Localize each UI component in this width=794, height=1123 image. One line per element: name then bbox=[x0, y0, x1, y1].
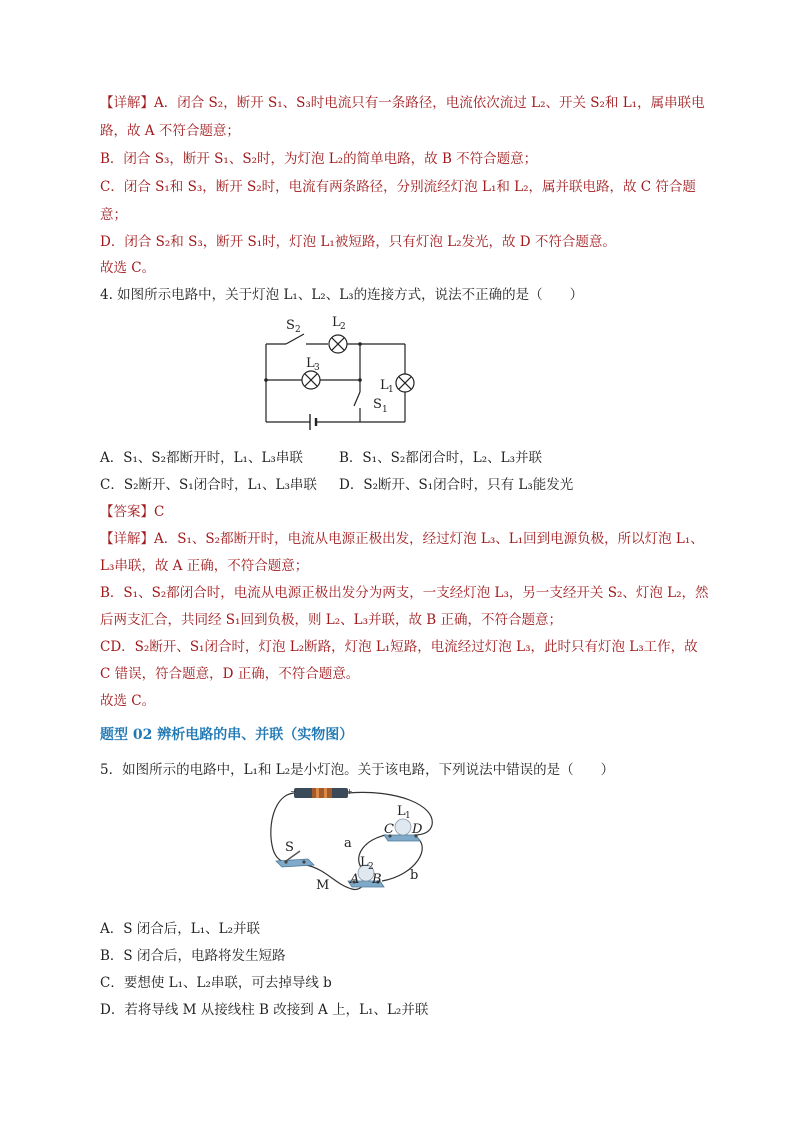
q3-detail-d: D．闭合 S₂和 S₃，断开 S₁时，灯泡 L₁被短路，只有灯泡 L₂发光，故 D 不符合题意。 bbox=[100, 234, 616, 250]
q3-detail-a-line2: 路，故 A 不符合题意； bbox=[100, 123, 240, 139]
q4-answer: 【答案】C bbox=[100, 504, 165, 520]
q4-label-s1-sub: 1 bbox=[382, 405, 388, 415]
q5-label-wire-a: a bbox=[344, 836, 352, 851]
q5-label-a: A bbox=[350, 872, 360, 887]
q5-label-l1-sub: 1 bbox=[405, 811, 411, 821]
q4-option-d: D．S₂断开、S₁闭合时，只有 L₃能发光 bbox=[339, 477, 574, 493]
q4-label-l1-sub: 1 bbox=[388, 385, 394, 395]
bulb-l1-icon bbox=[395, 819, 411, 835]
q5-option-c: C．要想使 L₁、L₂串联，可去掉导线 b bbox=[100, 975, 332, 991]
q5-label-b: B bbox=[372, 872, 382, 887]
q5-label-d: D bbox=[412, 822, 423, 837]
q3-detail-a-line1: 【详解】A．闭合 S₂，断开 S₁、S₃时电流只有一条路径，电流依次流过 L₂、开关 S₂和 L₁，属串联电 bbox=[100, 95, 705, 111]
q5-label-c: C bbox=[384, 822, 394, 837]
q5-label-m: M bbox=[316, 878, 330, 893]
q4-option-c: C．S₂断开、S₁闭合时，L₁、L₃串联 bbox=[100, 477, 317, 493]
q5-label-l2: L bbox=[360, 855, 369, 870]
q4-option-a: A．S₁、S₂都断开时，L₁、L₃串联 bbox=[100, 450, 303, 466]
q3-detail-c-line1: C．闭合 S₁和 S₃，断开 S₂时，电流有两条路径，分别流经灯泡 L₁和 L₂，属并联电路，故 C 符合题 bbox=[100, 179, 696, 195]
q4-detail-line1: 【详解】A．S₁、S₂都断开时，电流从电源正极出发，经过灯泡 L₃、L₁回到电源负极，所以灯泡 L₁、 bbox=[100, 531, 704, 547]
q4-stem: 4. 如图所示电路中，关于灯泡 L₁、L₂、L₃的连接方式，说法不正确的是（ ） bbox=[100, 287, 584, 303]
q5-label-l1: L bbox=[397, 804, 406, 819]
q4-label-l2-sub: 2 bbox=[340, 322, 346, 332]
q4-detail-line6: C 错误，符合题意，D 正确，不符合题意。 bbox=[100, 666, 360, 682]
q4-circuit-diagram bbox=[260, 312, 450, 432]
svg-text:−: − bbox=[290, 787, 297, 796]
q5-option-b: B．S 闭合后，电路将发生短路 bbox=[100, 948, 286, 964]
q4-label-s2: S bbox=[286, 318, 295, 333]
q3-detail-c-line2: 意； bbox=[100, 207, 127, 223]
section-heading: 题型 02 辨析电路的串、并联（实物图） bbox=[100, 727, 354, 743]
q5-label-s: S bbox=[285, 840, 294, 855]
svg-text:+: + bbox=[346, 787, 353, 796]
q4-label-s2-sub: 2 bbox=[295, 325, 301, 335]
q4-option-b: B．S₁、S₂都闭合时，L₂、L₃并联 bbox=[339, 450, 542, 466]
q4-conclusion: 故选 C。 bbox=[100, 693, 156, 709]
q3-detail-b: B．闭合 S₃，断开 S₁、S₂时，为灯泡 L₂的简单电路，故 B 不符合题意； bbox=[100, 151, 538, 167]
q3-conclusion: 故选 C。 bbox=[100, 260, 156, 276]
q5-option-a: A．S 闭合后，L₁、L₂并联 bbox=[100, 921, 261, 937]
q4-label-l3: L bbox=[306, 356, 315, 371]
q5-option-d: D．若将导线 M 从接线柱 B 改接到 A 上，L₁、L₂并联 bbox=[100, 1002, 429, 1018]
q5-label-wire-b: b bbox=[410, 868, 419, 883]
q4-label-l1: L bbox=[380, 378, 389, 393]
q4-detail-line5: CD．S₂断开、S₁闭合时，灯泡 L₂断路，灯泡 L₁短路，电流经过灯泡 L₃，此时只有灯泡 L₃工作，故 bbox=[100, 639, 698, 655]
q4-label-l3-sub: 3 bbox=[314, 363, 320, 373]
q4-detail-line3: B．S₁、S₂都闭合时，电流从电源正极出发分为两支，一支经灯泡 L₃，另一支经开关 S₂、灯泡 L₂，然 bbox=[100, 585, 709, 601]
q4-detail-line4: 后两支汇合，共同经 S₁回到负极，则 L₂、L₃并联，故 B 正确，不符合题意； bbox=[100, 612, 562, 628]
q5-label-l2-sub: 2 bbox=[368, 862, 374, 872]
q4-label-l2: L bbox=[332, 315, 341, 330]
q5-physical-circuit-diagram bbox=[266, 785, 446, 907]
q4-detail-line2: L₃串联，故 A 正确，不符合题意； bbox=[100, 558, 309, 574]
q4-label-s1: S bbox=[373, 397, 382, 412]
q5-stem: 5．如图所示的电路中，L₁和 L₂是小灯泡。关于该电路，下列说法中错误的是（ ） bbox=[100, 762, 615, 778]
